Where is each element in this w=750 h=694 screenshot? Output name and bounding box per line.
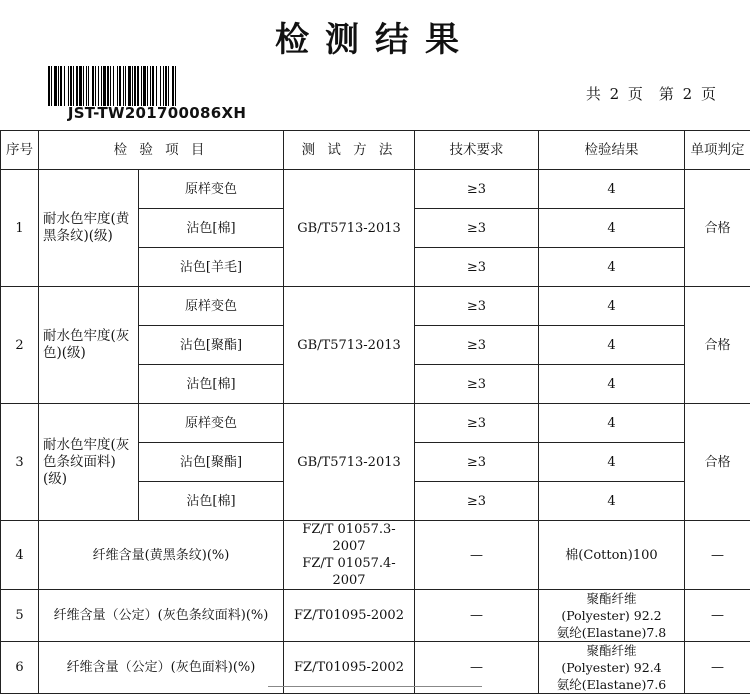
result-line: 聚酯纤维 [542,590,681,607]
header-method: 测 试 方 法 [284,131,415,170]
header-no: 序号 [1,131,39,170]
method-line: FZ/T 01057.3-2007 [287,521,411,555]
header-requirement: 技术要求 [415,131,539,170]
sub-item: 沾色[羊毛] [139,248,284,287]
result: 4 [539,287,685,326]
result-line: (Polyester) 92.4 [542,659,681,676]
result: 4 [539,482,685,521]
barcode [48,66,266,106]
page-total: 共 2 页 [586,83,645,104]
row-number: 6 [1,642,39,694]
verdict: — [685,590,750,642]
requirement: ≥3 [415,443,539,482]
requirement: ≥3 [415,365,539,404]
sub-item: 沾色[聚酯] [139,326,284,365]
requirement: ≥3 [415,248,539,287]
table-row [1,590,750,642]
test-method: GB/T5713-2013 [284,287,415,404]
requirement: — [415,590,539,642]
page-title: 检测结果 [0,12,750,61]
table-row [1,521,750,590]
header-verdict: 单项判定 [685,131,750,170]
result: 4 [539,326,685,365]
sub-item: 沾色[棉] [139,482,284,521]
result-line: (Polyester) 92.2 [542,607,681,624]
row-number: 4 [1,521,39,590]
verdict: 合格 [685,170,750,287]
requirement: — [415,521,539,590]
sub-item: 沾色[棉] [139,209,284,248]
test-item: 耐水色牢度(黄黑条纹)(级) [39,170,139,287]
test-method: GB/T5713-2013 [284,404,415,521]
result: 4 [539,365,685,404]
test-item: 纤维含量（公定）(灰色条纹面料)(%) [39,590,284,642]
row-number: 2 [1,287,39,404]
test-item: 耐水色牢度(灰色)(级) [39,287,139,404]
result: 4 [539,404,685,443]
header-item: 检 验 项 目 [39,131,284,170]
requirement: — [415,642,539,694]
method-line: FZ/T 01057.4-2007 [287,555,411,589]
table-row [1,287,750,326]
page-info [586,83,718,104]
verdict: 合格 [685,404,750,521]
page-current: 第 2 页 [659,83,718,104]
requirement: ≥3 [415,209,539,248]
result: 棉(Cotton)100 [539,521,685,590]
row-number: 1 [1,170,39,287]
result: 4 [539,170,685,209]
sub-item: 沾色[棉] [139,365,284,404]
table-row [1,404,750,443]
sub-item: 原样变色 [139,287,284,326]
requirement: ≥3 [415,170,539,209]
test-item: 耐水色牢度(灰色条纹面料)(级) [39,404,139,521]
verdict: — [685,521,750,590]
sub-item: 原样变色 [139,404,284,443]
footer-divider [268,686,482,687]
result-line: 氨纶(Elastane)7.8 [542,624,681,641]
requirement: ≥3 [415,404,539,443]
test-method: FZ/T01095-2002 [284,642,415,694]
result: 4 [539,443,685,482]
test-method [284,521,415,590]
result-line: 氨纶(Elastane)7.6 [542,676,681,693]
table-header-row [1,131,750,170]
test-item: 纤维含量（公定）(灰色面料)(%) [39,642,284,694]
row-number: 5 [1,590,39,642]
test-item: 纤维含量(黄黑条纹)(%) [39,521,284,590]
result [539,590,685,642]
result: 4 [539,248,685,287]
result-line: 聚酯纤维 [542,642,681,659]
sub-item: 沾色[聚酯] [139,443,284,482]
requirement: ≥3 [415,326,539,365]
test-method: GB/T5713-2013 [284,170,415,287]
verdict: 合格 [685,287,750,404]
test-method: FZ/T01095-2002 [284,590,415,642]
row-number: 3 [1,404,39,521]
table-row [1,170,750,209]
header-result: 检验结果 [539,131,685,170]
results-table [0,130,750,694]
barcode-number: JST-TW201700086XH [48,104,266,122]
sub-item: 原样变色 [139,170,284,209]
requirement: ≥3 [415,482,539,521]
result: 4 [539,209,685,248]
requirement: ≥3 [415,287,539,326]
result [539,642,685,694]
verdict: — [685,642,750,694]
